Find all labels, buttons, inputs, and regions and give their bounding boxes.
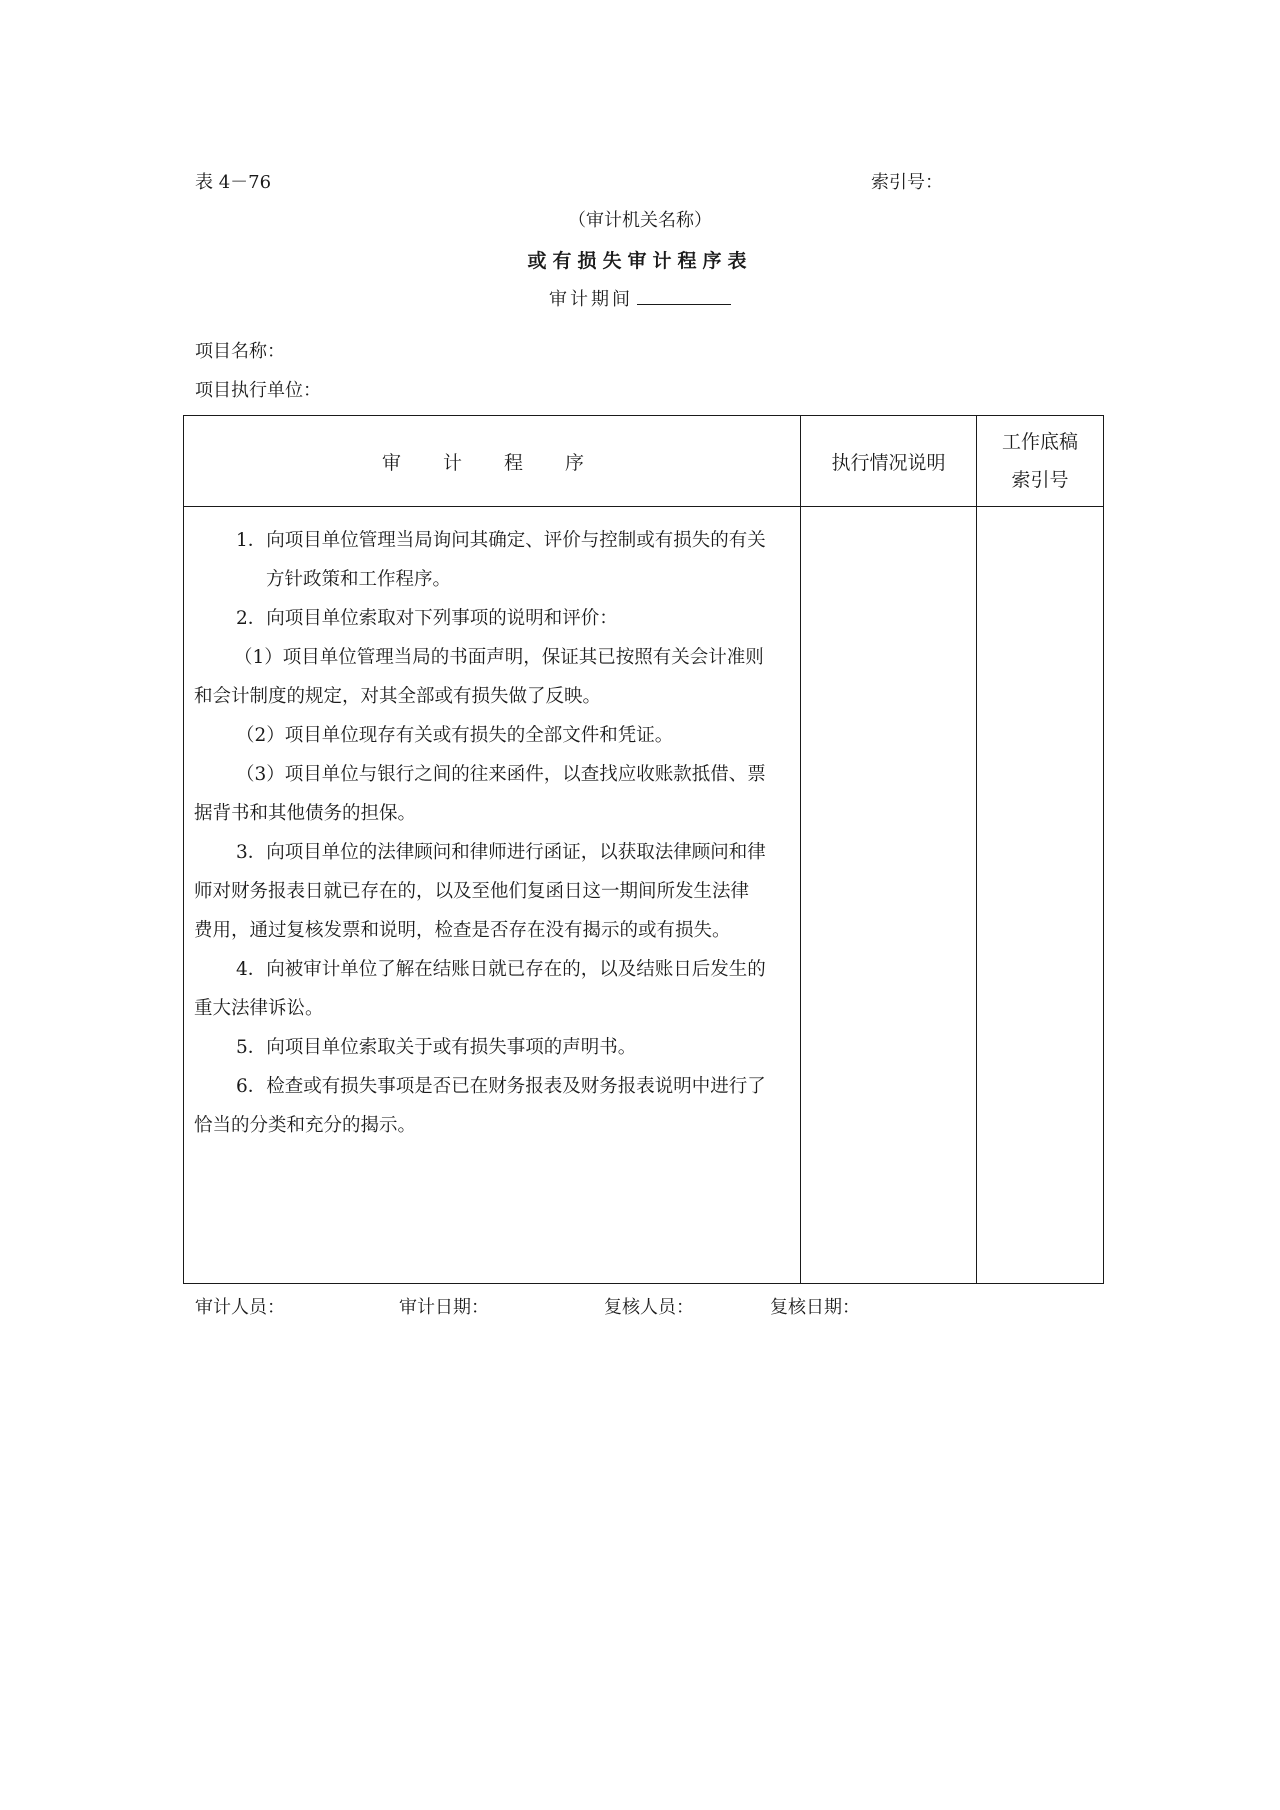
project-name-label: 项目名称： xyxy=(195,341,285,362)
header-working-paper-index xyxy=(977,416,1104,507)
audit-period-label: 审计期间 xyxy=(549,289,633,310)
table-body-row xyxy=(184,507,1104,1284)
procedure-line: 1．向项目单位管理当局询问其确定、评价与控制或有损失的有关 xyxy=(236,530,766,551)
procedure-line: 5．向项目单位索取关于或有损失事项的声明书。 xyxy=(236,1037,637,1058)
table-header-row xyxy=(184,416,1104,507)
header-working-paper-line2: 索引号 xyxy=(1011,469,1069,491)
procedure-line: 4．向被审计单位了解在结账日就已存在的，以及结账日后发生的 xyxy=(236,959,766,980)
audit-date-label: 审计日期： xyxy=(399,1297,489,1318)
audit-org-name: （审计机关名称） xyxy=(568,210,712,231)
procedure-line: 据背书和其他债务的担保。 xyxy=(194,803,417,824)
table-number: 表 4－76 xyxy=(195,172,272,193)
procedure-content-cell xyxy=(184,507,801,1284)
execution-notes-cell xyxy=(801,507,977,1284)
audit-period-blank xyxy=(637,288,731,305)
procedure-line: （2）项目单位现存有关或有损失的全部文件和凭证。 xyxy=(236,725,674,746)
audit-period xyxy=(0,285,1280,311)
index-number-label: 索引号： xyxy=(871,172,943,193)
procedure-line: （3）项目单位与银行之间的往来函件，以查找应收账款抵借、票 xyxy=(236,764,766,785)
procedure-line: 方针政策和工作程序。 xyxy=(266,569,452,590)
header-execution-notes: 执行情况说明 xyxy=(801,416,977,507)
header-audit-procedure: 审 计 程 序 xyxy=(184,416,801,507)
audit-procedure-table xyxy=(183,415,1104,1284)
working-paper-index-cell xyxy=(977,507,1104,1284)
procedure-line: 师对财务报表日就已存在的，以及至他们复函日这一期间所发生法律 xyxy=(194,881,750,902)
procedure-line: （1）项目单位管理当局的书面声明，保证其已按照有关会计准则 xyxy=(234,647,764,668)
procedure-line: 3．向项目单位的法律顾问和律师进行函证，以获取法律顾问和律 xyxy=(236,842,766,863)
procedure-line: 6．检查或有损失事项是否已在财务报表及财务报表说明中进行了 xyxy=(236,1076,766,1097)
procedure-line: 2．向项目单位索取对下列事项的说明和评价： xyxy=(236,608,618,629)
review-date-label: 复核日期： xyxy=(770,1297,860,1318)
procedure-line: 恰当的分类和充分的揭示。 xyxy=(194,1115,417,1136)
header-working-paper-line1: 工作底稿 xyxy=(1001,431,1078,453)
procedure-line: 费用，通过复核发票和说明，检查是否存在没有揭示的或有损失。 xyxy=(194,920,731,941)
auditor-label: 审计人员： xyxy=(195,1297,285,1318)
procedure-line: 重大法律诉讼。 xyxy=(194,998,324,1019)
project-unit-label: 项目执行单位： xyxy=(195,380,321,401)
form-title: 或有损失审计程序表 xyxy=(527,250,753,272)
reviewer-label: 复核人员： xyxy=(604,1297,694,1318)
procedure-line: 和会计制度的规定，对其全部或有损失做了反映。 xyxy=(194,686,602,707)
